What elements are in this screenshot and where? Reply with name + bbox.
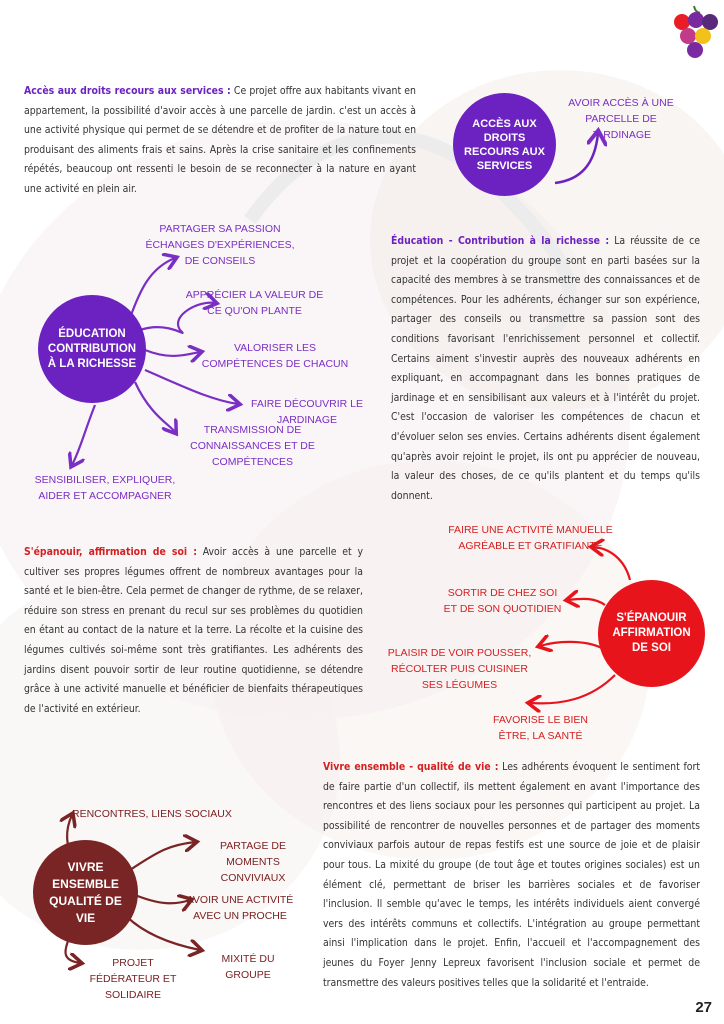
vivre-text: Les adhérents évoquent le sentiment fort de faire partie d'un collectif, ils mettent également en avant l'importance des rencontres et des liens sociaux pour les personnes qui participent au projet. La possibilité de rencontrer de nouvelles personnes et de partager des moments conviviaux parfois autour de repas festifs est une source de joie et de plaisir pour tous. La mixité du groupe (de tout âge et toutes origines sociales) est un élément clé, permettant de briser les barrières sociales et de favoriser l'inclusion. Il semble qu'avec le temps, les intérêts individuels aient convergé vers des intérêts communs et collectifs. L'intégration au groupe permettant ainsi l'implication dans le projet. Enfin, l'accueil et l'accompagnement des jeunes du Foyer Jenny Lepreux favorisent l'inclusion sociale et permet de transmettre des valeurs positives telles que la solidarité et l'entraide. — [323, 761, 700, 989]
education-label-transmission: TRANSMISSION DE CONNAISSANCES ET DE COMPÉTENCES — [190, 424, 315, 468]
education-paragraph — [391, 232, 700, 506]
grape-logo — [668, 4, 720, 62]
vivre-circle — [33, 840, 138, 945]
vivre-circle-label: VIVRE ENSEMBLE QUALITÉ DE VIE — [49, 859, 122, 925]
education-label-faire-decouvrir: FAIRE DÉCOUVRIR LE JARDINAGE — [250, 398, 364, 426]
acces-paragraph — [24, 82, 416, 200]
vivre-heading: Vivre ensemble - qualité de vie : — [323, 761, 499, 773]
education-label-sensibiliser: SENSIBILISER, EXPLIQUER, AIDER ET ACCOMPAGNER — [34, 474, 176, 502]
vivre-label-mixite: MIXITÉ DU GROUPE — [221, 953, 275, 981]
epanouir-text: Avoir accès à une parcelle et y cultiver ses propres légumes offrent de nombreux avantages pour la santé et le bien-être. Cela permet de changer de rythme, de se relaxer, réduire son stress en prenant du recul sur ses problèmes du quotidien en étant au contact de la nature et la terre. La récolte et la cuisine des légumes cultivés soi-même sont très gratifiantes. Les adhérents des jardins disent pouvoir sortir de leur routine quotidienne, se détendre grâce à une activité manuelle et bénéficier de bienfaits thérapeutiques de l'activité en extérieur. — [24, 546, 363, 715]
education-label-apprecier: APPRÉCIER LA VALEUR DE CE QU'ON PLANTE — [185, 289, 324, 317]
page-number: 27 — [695, 999, 712, 1016]
acces-label-parcelle: AVOIR ACCÈS À UNE PARCELLE DE JARDINAGE — [568, 97, 674, 141]
epanouir-label-activite-manuelle: FAIRE UNE ACTIVITÉ MANUELLE AGRÉABLE ET GRATIFIANTE — [448, 524, 613, 552]
education-label-partager: PARTAGER SA PASSION ÉCHANGES D'EXPÉRIENCES, DE CONSEILS — [145, 223, 295, 267]
epanouir-heading: S'épanouir, affirmation de soi : — [24, 546, 197, 558]
education-text: La réussite de ce projet et la coopération du groupe sont en parti basées sur la capacité des membres à se transmettre des connaissances et de compétences. Pour les adhérents, échanger sur son expérience, partager des conseils ou transmettre sa passion sont des conditions favorisant l'enrichissement personnel et collectif. Certains aiment s'investir auprès des nouveaux adhérents en expliquant, en accompagnant dans les bonnes pratiques de jardinage et en sensibilisant aux valeurs et à l'intérêt du projet. C'est l'occasion de valoriser les compétences de chacun et d'évoluer selon ses envies. Certains adhérents disent également qu'après avoir rejoint le projet, ils ont pu apprécier de nouveau, la valeur des choses, de ce qu'ils plantent et du temps qu'ils donnent. — [391, 235, 700, 502]
education-circle-label: ÉDUCATION CONTRIBUTION À LA RICHESSE — [47, 327, 137, 370]
acces-heading: Accès aux droits recours aux services : — [24, 85, 231, 97]
vivre-label-rencontres: RENCONTRES, LIENS SOCIAUX — [72, 808, 232, 820]
education-circle — [38, 295, 146, 403]
epanouir-label-plaisir: PLAISIR DE VOIR POUSSER, RÉCOLTER PUIS CUISINER SES LÉGUMES — [387, 647, 532, 691]
epanouir-label-sortir: SORTIR DE CHEZ SOI ET DE SON QUOTIDIEN — [443, 587, 562, 615]
acces-text: Ce projet offre aux habitants vivant en appartement, la possibilité d'avoir accès à une parcelle de jardin. c'est un accès à une activité physique qui permet de se détendre et de profiter de la nature tout en produisant des aliments frais et sains. Après la crise sanitaire et les confinements répétés, beaucoup ont ressenti le besoin de se reconnecter à la nature en ayant une activité en plein air. — [24, 85, 416, 195]
acces-circle — [453, 93, 556, 196]
education-heading: Éducation - Contribution à la richesse : — [391, 235, 610, 247]
acces-circle-label: ACCÈS AUX DROITS RECOURS AUX SERVICES — [464, 117, 545, 172]
education-label-valoriser: VALORISER LES COMPÉTENCES DE CHACUN — [201, 342, 349, 370]
epanouir-label-bien-etre: FAVORISE LE BIEN ÊTRE, LA SANTÉ — [493, 714, 588, 742]
vivre-label-activite-proche: AVOIR UNE ACTIVITÉ AVEC UN PROCHE — [186, 894, 294, 922]
vivre-paragraph — [323, 758, 700, 993]
vivre-label-partage: PARTAGE DE MOMENTS CONVIVIAUX — [220, 840, 286, 884]
vivre-label-projet: PROJET FÉDÉRATEUR ET SOLIDAIRE — [89, 957, 177, 1001]
epanouir-circle — [598, 580, 705, 687]
epanouir-circle-label: S'ÉPANOUIR AFFIRMATION DE SOI — [612, 612, 691, 654]
epanouir-paragraph — [24, 543, 363, 719]
